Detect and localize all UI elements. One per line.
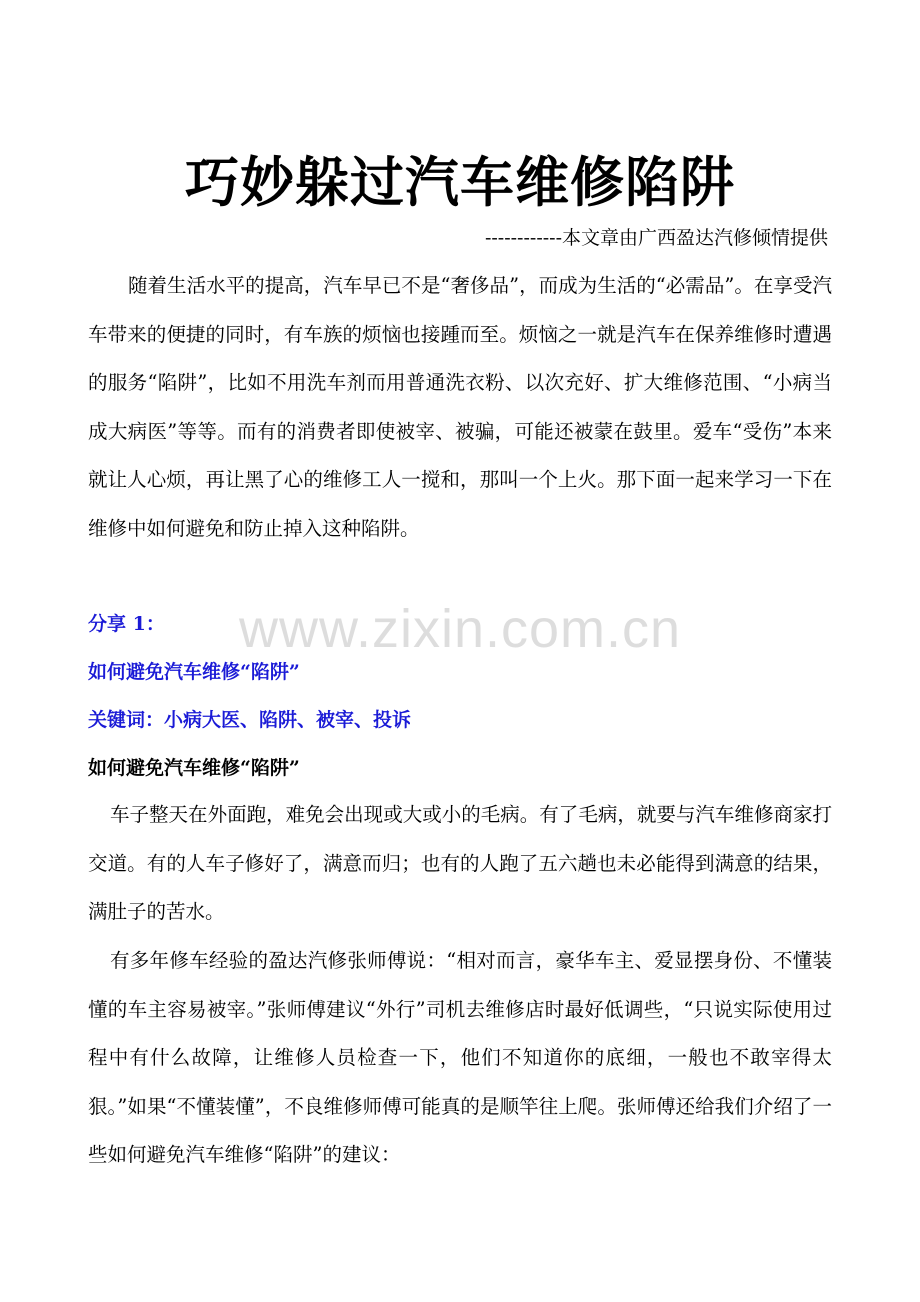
keywords-line: 关键词：小病大医、陷阱、被宰、投诉: [88, 709, 412, 731]
section-heading: 如何避免汽车维修“陷阱”: [88, 757, 300, 779]
watermark: www.zixin.com.cn: [238, 599, 682, 659]
intro-paragraph: 随着生活水平的提高，汽车早已不是“奢侈品”，而成为生活的“必需品”。在享受汽车带来的便捷的同时，有车族的烦恼也接踵而至。烦恼之一就是汽车在保养维修时遭遇的服务“陷阱”，比如不用洗车剂而用普通洗衣粉、以次充好、扩大维修范围、“小病当成大病医”等等。而有的消费者即使被宰、被骗，可能还被蒙在鼓里。爱车“受伤”本来就让人心烦，再让黑了心的维修工人一搅和，那叫一个上火。那下面一起来学习一下在维修中如何避免和防止掉入这种陷阱。: [88, 274, 832, 540]
share-title: 如何避免汽车维修“陷阱”: [88, 661, 300, 683]
share-label: 分享 1：: [88, 613, 165, 635]
document-title: 巧妙躲过汽车维修陷阱: [185, 150, 735, 214]
body-paragraph-1: 车子整天在外面跑，难免会出现或大或小的毛病。有了毛病，就要与汽车维修商家打交道。有的人车子修好了，满意而归；也有的人跑了五六趟也未必能得到满意的结果，满肚子的苦水。: [88, 803, 832, 923]
body-paragraph-2: 有多年修车经验的盈达汽修张师傅说：“相对而言，豪华车主、爱显摆身份、不懂装懂的车主容易被宰。”张师傅建议“外行”司机去维修店时最好低调些，“只说实际使用过程中有什么故障，让维修人员检查一下，他们不知道你的底细，一般也不敢宰得太狠。”如果“不懂装懂”，不良维修师傅可能真的是顺竿往上爬。张师傅还给我们介绍了一些如何避免汽车维修“陷阱”的建议：: [88, 949, 832, 1166]
byline: ------------本文章由广西盈达汽修倾情提供: [484, 227, 828, 249]
